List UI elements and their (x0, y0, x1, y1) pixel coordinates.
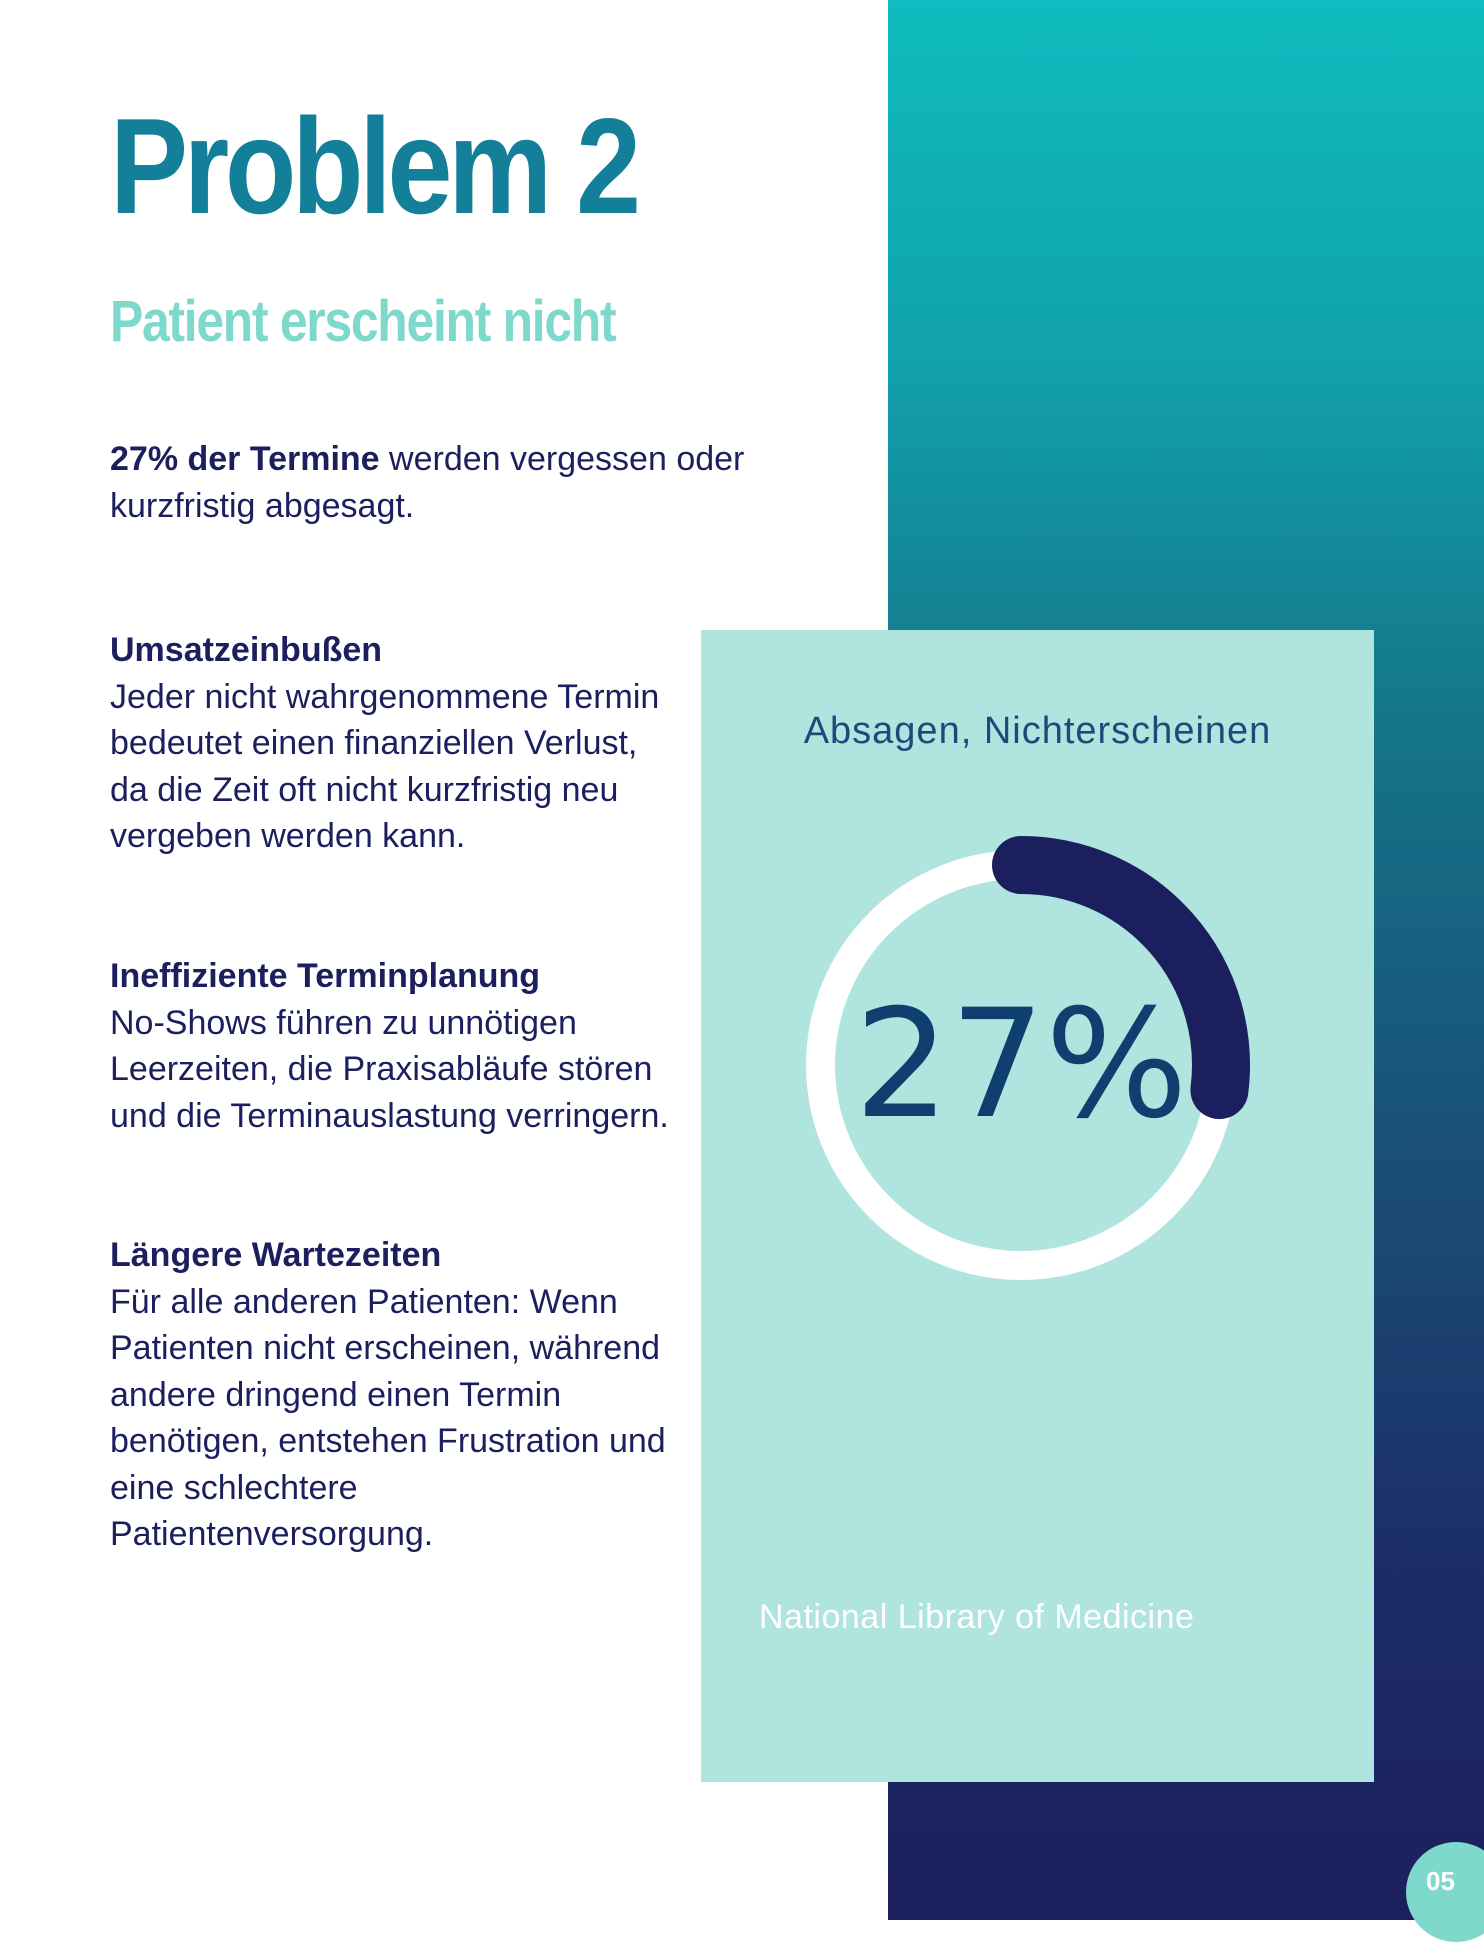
chart-source: National Library of Medicine (759, 1598, 1195, 1636)
section-heading: Längere Wartezeiten (110, 1236, 442, 1274)
section-longer-waiting (110, 1232, 670, 1558)
section-text: No-Shows führen zu unnötigen Leerzeiten, die Praxisabläufe stören und die Terminauslastung verringern. (110, 1003, 669, 1135)
section-text: Für alle anderen Patienten: Wenn Patienten nicht erscheinen, während andere dringend einen Termin benötigen, entstehen Frustration und eine schlechtere Patientenversorgung. (110, 1282, 666, 1553)
intro-statement (110, 436, 830, 530)
section-text: Jeder nicht wahrgenommene Termin bedeutet einen finanziellen Verlust, da die Zeit oft nicht kurzfristig neu vergeben werden kann. (110, 677, 660, 855)
page-subtitle: Patient erscheint nicht (110, 289, 616, 354)
intro-highlight: 27% der Termine (110, 440, 380, 478)
donut-center-label: 27% (854, 978, 1188, 1152)
section-heading: Ineffiziente Terminplanung (110, 957, 541, 995)
page-number: 05 (1426, 1866, 1455, 1896)
page-title: Problem 2 (110, 90, 637, 242)
intro-text: werden vergessen oder kurzfristig abgesagt. (110, 440, 745, 525)
section-revenue-loss (110, 627, 680, 860)
chart-title: Absagen, Nichterscheinen (803, 710, 1272, 752)
section-heading: Umsatzeinbußen (110, 631, 383, 669)
donut-chart (776, 820, 1276, 1320)
chart-card (701, 630, 1374, 1782)
section-inefficient-scheduling (110, 953, 680, 1139)
